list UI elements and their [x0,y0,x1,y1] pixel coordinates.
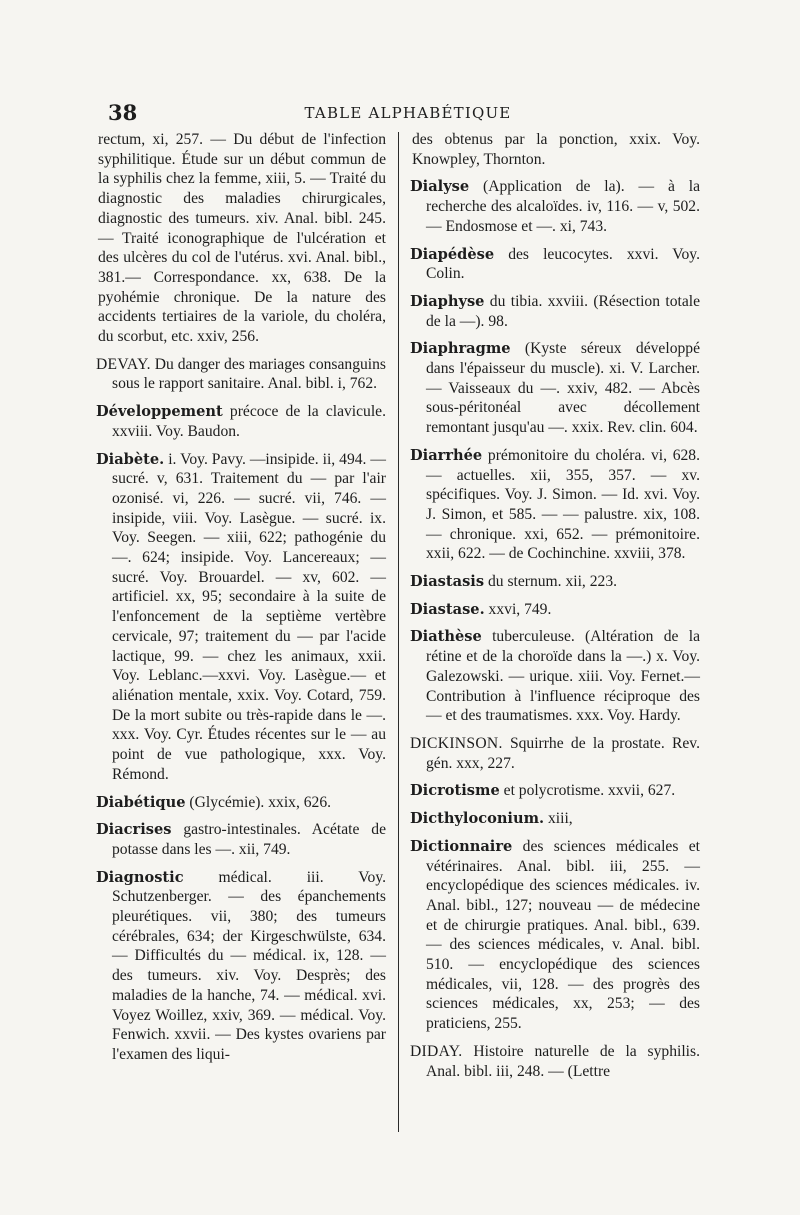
page-number: 38 [108,100,138,125]
entry-text: tuberculeuse. (Altération de la rétine et de la choroïde dans la —.) x. Voy. Galezowski. — urique. xiii. Voy. Fernet.— Contribution à l'influence réciproque des — et des traumatismes. xxx. Voy. Hardy. [426,628,700,725]
entry-text: médical. iii. Voy. Schutzenberger. — des épanchements pleurétiques. vii, 380; des tumeurs cérébrales, 634; der Kirgeschwülste, 634. — Difficultés du — médical. ix, 128. — des tumeurs. xiv. Voy. Desprès; des maladies de la hanche, 74. — médical. xvi. Voyez Woillez, xxiv, 369. — médical. Voy. Fenwich. xxvii. — Des kystes ovariens par l'examen des liqui- [112,868,386,1063]
entry-headword: Diabète. [96,450,165,468]
entry-headword: Dicthyloconium. [410,810,545,828]
index-entry [96,402,386,441]
index-entry [96,355,386,394]
index-entry [410,734,700,773]
entry-headword: Diarrhée [410,446,483,464]
entry-headword: Dictionnaire [410,837,513,855]
entry-text: précoce de la clavicule. xxviii. Voy. Baudon. [112,403,386,440]
entry-headword: Diabétique [96,793,186,811]
entry-headword: Diaphyse [410,292,485,310]
entry-text: prémonitoire du choléra. vi, 628. — actuelles. xii, 355, 357. — xv. spécifiques. Voy. J. Simon. — Id. xvi. Voy. J. Simon, et 585. — — palustre. xix, 108.— chronique. xxi, 652. — prémonitoire. xxii, 622. — de Cochinchine. xxviii, 378. [426,446,700,563]
entry-headword: Diastasis [410,573,485,591]
entry-text: gastro-intestinales. Acétate de potasse dans les —. xii, 749. [112,821,386,858]
index-entry [96,820,386,859]
entry-text: (Glycémie). xxix, 626. [185,793,332,811]
page-header [108,100,708,128]
index-entry [410,292,700,331]
left-column [96,130,386,1065]
entry-text: rectum, xi, 257. — Du début de l'infection syphilitique. Étude sur un début commun de la syphilis chez la femme, xiii, 5. — Traité du diagnostic des maladies chirurgicales, diagnostic des tumeurs. xiv. Anal. bibl. 245. — Traité iconographique de l'ulcération et des ulcères du col de l'utérus. xvi. Anal. bibl., 381.— Correspondance. xx, 638. De la pyohémie chronique. De la nature des accidents tertiaires de la variole, du choléra, du scorbut, etc. xxiv, 256. [98,131,386,346]
index-entry [410,809,700,829]
entry-text: Histoire naturelle de la syphilis. Anal. bibl. iii, 248. — (Lettre [426,1042,700,1080]
entry-headword: Dicrotisme [410,782,500,800]
entry-headword: DEVAY. [96,355,151,373]
index-entry [410,446,700,564]
entry-headword: Diathèse [410,628,482,646]
entry-headword: Développement [96,403,223,421]
entry-text: xxvi, 749. [484,600,552,618]
index-entry [410,1042,700,1081]
index-entry [410,781,700,801]
running-title: TABLE ALPHABÉTIQUE [304,104,512,122]
entry-headword: DIDAY. [410,1042,463,1060]
entry-text: des obtenus par la ponction, xxix. Voy. Knowpley, Thornton. [412,131,700,168]
entry-text: xiii, [544,810,573,828]
entry-text: des leucocytes. xxvi. Voy. Colin. [426,245,700,283]
right-column [410,130,700,1081]
entry-text: i. Voy. Pavy. —insipide. ii, 494. — sucré. v, 631. Traitement du — par l'air ozonisé. vi, 226. — sucré. vii, 746. — insipide, viii. Voy. Lasègue. — sucré. ix. Voy. Seegen. — xiii, 622; pathogénie du —. 624; insipide. Voy. Lancereaux; — sucré. Voy. Brouardel. — xv, 602. — artificiel. xx, 95; secondaire à la suite de l'enfoncement de la septième vertèbre cervicale, 97; traitement du — par l'acide lactique, 99. — chez les animaux, xxii. Voy. Leblanc.—xxvi. Voy. Lasègue.— et aliénation mentale, xxix. Voy. Cotard, 759. De la mort subite ou très-rapide dans le —. xxx. Voy. Cyr. Études récentes sur le — au point de vue pathologique, xxx. Voy. Rémond. [112,450,386,783]
entry-text: du sternum. xii, 223. [484,573,618,591]
entry-text: des sciences médicales et vétérinaires. Anal. bibl. iii, 255. — encyclopédique des sciences médicales. iv. Anal. bibl., 127; nouveau — de médecine et de chirurgie pratiques. Anal. bibl., 639. — des sciences médicales, v. Anal. bibl. 510. — encyclopédique des sciences médicales, vii, 128. — des progrès des sciences médicales, xx, 253; — des praticiens, 255. [426,837,700,1033]
index-entry [96,793,386,813]
entry-headword: Diastase. [410,600,485,618]
index-entry [96,130,386,347]
index-entry [410,600,700,620]
index-entry [96,868,386,1065]
entry-text: Du danger des mariages consanguins sous le rapport sanitaire. Anal. bibl. i, 762. [112,355,386,393]
entry-headword: Diaphragme [410,340,511,358]
index-entry [410,130,700,169]
index-entry [410,245,700,284]
entry-headword: Diacrises [96,821,172,839]
column-divider [398,132,399,1132]
index-entry [410,627,700,726]
index-entry [410,837,700,1034]
entry-headword: DICKINSON. [410,734,503,752]
entry-text: et polycrotisme. xxvii, 627. [499,782,676,800]
entry-text: (Application de la). — à la recherche des alcaloïdes. iv, 116. — v, 502. — Endosmose et —. xi, 743. [426,178,700,235]
index-entry [410,339,700,438]
entry-headword: Diapédèse [410,245,495,263]
entry-text: Squirrhe de la prostate. Rev. gén. xxx, 227. [426,734,700,772]
index-entry [410,572,700,592]
entry-text: du tibia. xxviii. (Résection totale de la —). 98. [426,292,700,330]
index-entry [410,177,700,236]
entry-headword: Dialyse [410,178,470,196]
index-entry [96,450,386,785]
entry-text: (Kyste séreux développé dans l'épaisseur du muscle). xi. V. Larcher.— Vaisseaux du —. xxiv, 482. — Abcès sous-péritonéal avec décollement remontant jusqu'au —. xxix. Rev. clin. 604. [426,340,700,437]
entry-headword: Diagnostic [96,868,184,886]
